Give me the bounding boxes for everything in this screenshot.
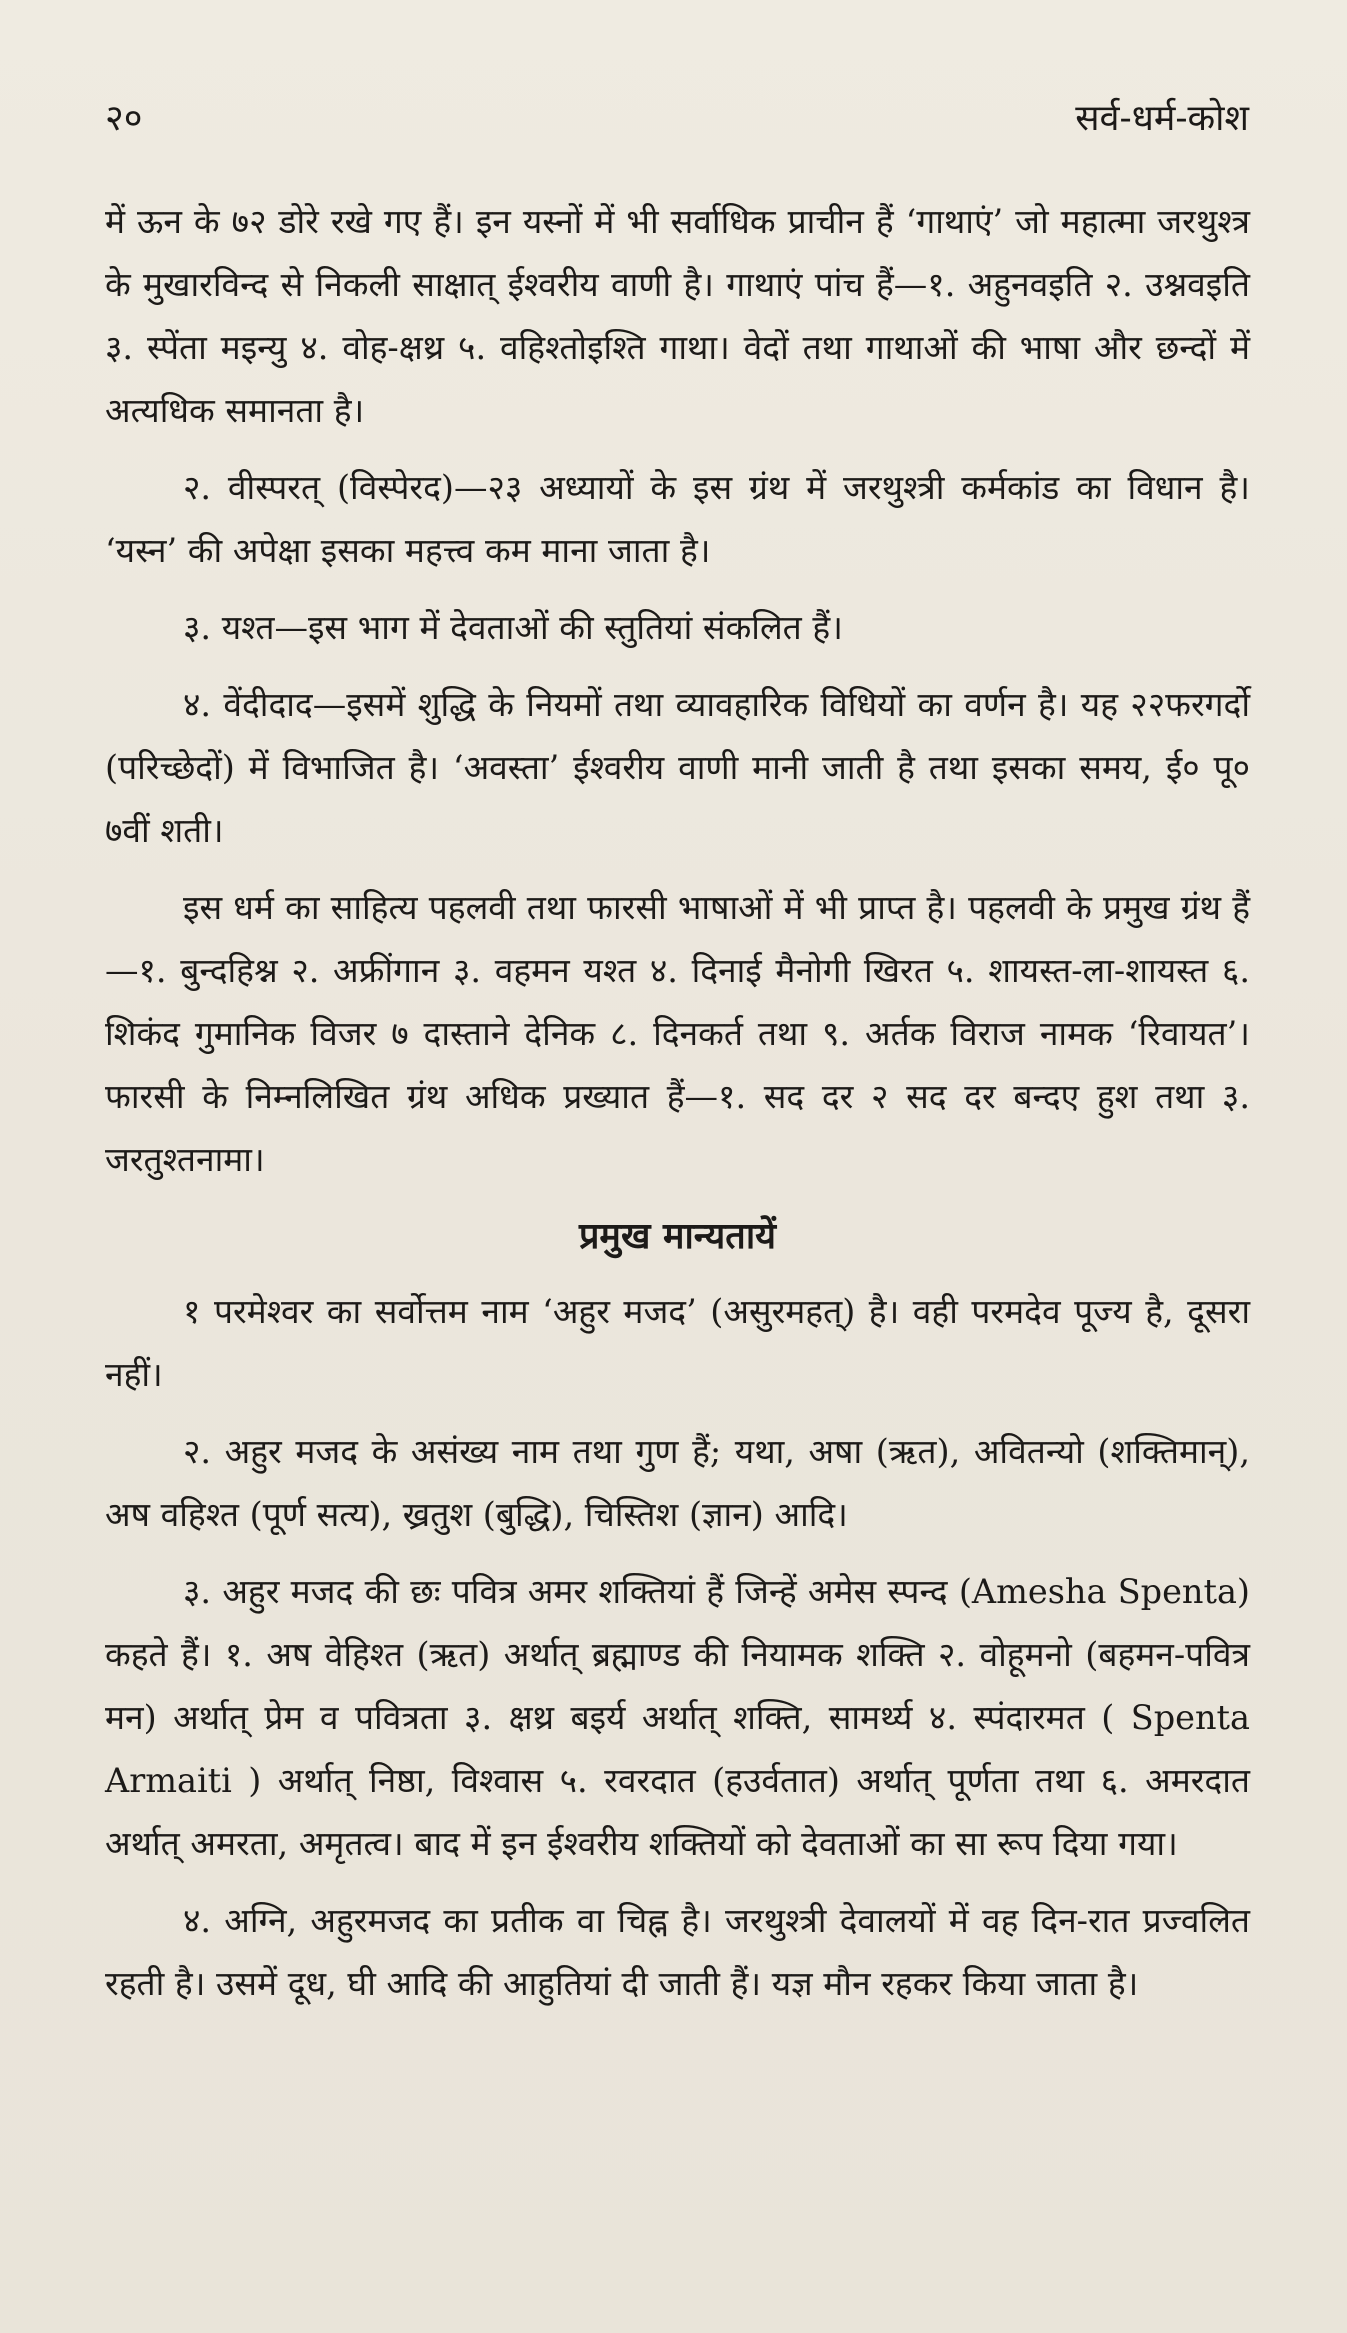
paragraph-avesta-gathas: में ऊन के ७२ डोरे रखे गए हैं। इन यस्नों में भी सर्वाधिक प्राचीन हैं ‘गाथाएं’ जो महात्मा जरथुश्त्र के मुखारविन्द से निकली साक्षात् ईश्वरीय वाणी है। गाथाएं पांच हैं—१. अहुनवइति २. उश्नवइति ३. स्पेंता मइन्यु ४. वोह-क्षथ्र ५. वहिश्तोइश्ति गाथा। वेदों तथा गाथाओं की भाषा और छन्दों में अत्यधिक समानता है। (105, 202, 1250, 430)
page-body (105, 190, 1250, 2029)
paragraph-vendidad: ४. वेंदीदाद—इसमें शुद्धि के नियमों तथा व्यावहारिक विधियों का वर्णन है। यह २२फरगर्दो (परिच्छेदों) में विभाजित है। ‘अवस्ता’ ईश्वरीय वाणी मानी जाती है तथा इसका समय, ई० पू० ७वीं शती। (105, 685, 1250, 850)
paragraph-yasht: ३. यश्त—इस भाग में देवताओं की स्तुतियां संकलित हैं। (183, 608, 843, 647)
page-number: २० (105, 98, 143, 139)
belief-item-3: ३. अहुर मजद की छः पवित्र अमर शक्तियां हैं जिन्हें अमेस स्पन्द (Amesha Spenta) कहते हैं। १. अष वेहिश्त (ऋत) अर्थात् ब्रह्माण्ड की नियामक शक्ति २. वोहूमनो (बहमन-पवित्र मन) अर्थात् प्रेम व पवित्रता ३. क्षथ्र बइर्य अर्थात् शक्ति, सामर्थ्य ४. स्पंदारमत ( Spenta Armaiti ) अर्थात् निष्ठा, विश्वास ५. रवरदात (हउर्वतात) अर्थात् पूर्णता तथा ६. अमरदात अर्थात् अमरता, अमृतत्व। बाद में इन ईश्वरीय शक्तियों को देवताओं का सा रूप दिया गया। (105, 1572, 1250, 1863)
belief-item-1: १ परमेश्वर का सर्वोत्तम नाम ‘अहुर मजद’ (असुरमहत्) है। वही परमदेव पूज्य है, दूसरा नहीं। (105, 1292, 1250, 1394)
paragraph-pahlavi-literature: इस धर्म का साहित्य पहलवी तथा फारसी भाषाओं में भी प्राप्त है। पहलवी के प्रमुख ग्रंथ हैं—१. बुन्दहिश्न २. अफ्रींगान ३. वहमन यश्त ४. दिनाई मैनोगी खिरत ५. शायस्त-ला-शायस्त ६. शिकंद गुमानिक विजर ७ दास्ताने देनिक ८. दिनकर्त तथा ९. अर्तक विराज नामक ‘रिवायत’। फारसी के निम्नलिखित ग्रंथ अधिक प्रख्यात हैं—१. सद दर २ सद दर बन्दए हुश तथा ३. जरतुश्तनामा। (105, 888, 1250, 1179)
running-title: सर्व-धर्म-कोश (1075, 98, 1249, 139)
page-header (105, 92, 1249, 139)
paragraph-visparad: २. वीस्परत् (विस्पेरद)—२३ अध्यायों के इस ग्रंथ में जरथुश्त्री कर्मकांड का विधान है। ‘यस्न’ की अपेक्षा इसका महत्त्व कम माना जाता है। (105, 468, 1250, 570)
section-heading: प्रमुख मान्यतायें (578, 1215, 777, 1257)
belief-item-4: ४. अग्नि, अहुरमजद का प्रतीक वा चिह्न है। जरथुश्त्री देवालयों में वह दिन-रात प्रज्वलित रहती है। उसमें दूध, घी आदि की आहुतियां दी जाती हैं। यज्ञ मौन रहकर किया जाता है। (105, 1901, 1250, 2003)
belief-item-2: २. अहुर मजद के असंख्य नाम तथा गुण हैं; यथा, अषा (ऋत), अवितन्यो (शक्तिमान्), अष वहिश्त (पूर्ण सत्य), ख्रतुश (बुद्धि), चिस्तिश (ज्ञान) आदि। (105, 1432, 1250, 1534)
